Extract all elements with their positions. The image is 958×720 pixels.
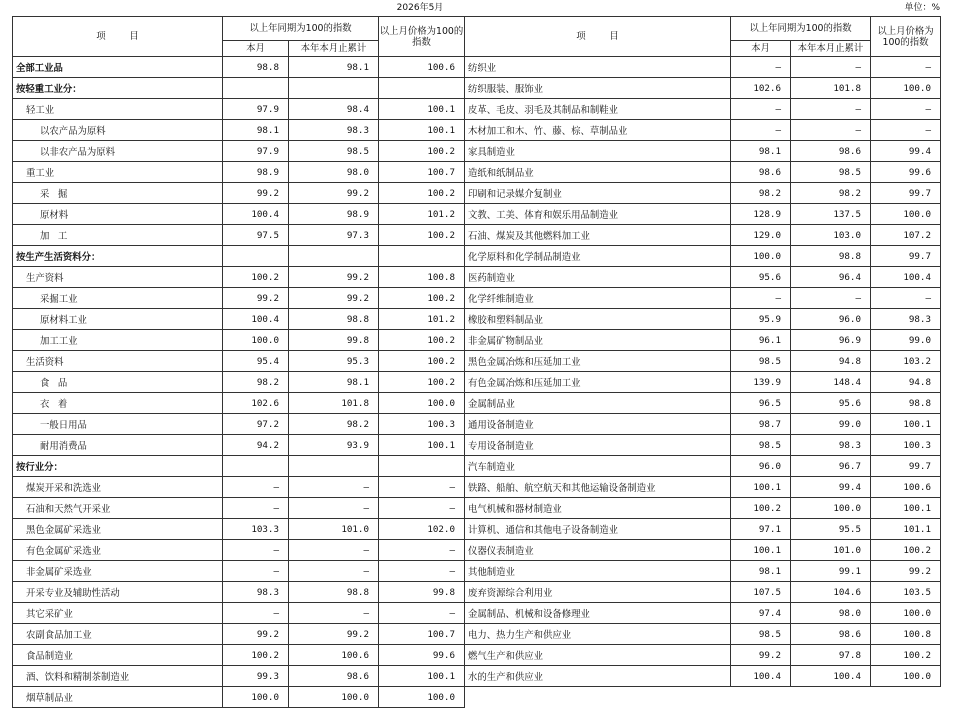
right-mom-value: 99.7: [871, 246, 941, 267]
left-item-name: 重工业: [13, 162, 223, 183]
left-mom-value: 100.1: [379, 435, 465, 456]
right-month-value: 139.9: [731, 372, 791, 393]
right-month-value: 98.1: [731, 561, 791, 582]
table-row: [13, 99, 941, 120]
table-row: [13, 141, 941, 162]
left-ytd-value: 99.2: [289, 288, 379, 309]
unit-label: 单位：%: [904, 3, 940, 13]
right-item-name: 金属制品业: [465, 393, 731, 414]
left-month-value: 94.2: [223, 435, 289, 456]
right-item-name: 皮革、毛皮、羽毛及其制品和制鞋业: [465, 99, 731, 120]
left-item-name: 轻工业: [13, 99, 223, 120]
right-ytd-value: 148.4: [791, 372, 871, 393]
right-mom-value: 100.0: [871, 666, 941, 687]
left-ytd-value: 98.5: [289, 141, 379, 162]
right-item-name: 家具制造业: [465, 141, 731, 162]
right-item-name: 印刷和记录媒介复制业: [465, 183, 731, 204]
left-ytd-value: 100.0: [289, 687, 379, 708]
left-item-name: 开采专业及辅助性活动: [13, 582, 223, 603]
left-item-name: 酒、饮料和精制茶制造业: [13, 666, 223, 687]
left-item-name: 按轻重工业分：: [13, 78, 223, 99]
table-row: [13, 330, 941, 351]
right-ytd-value: 98.8: [791, 246, 871, 267]
left-ytd-value: [289, 456, 379, 477]
left-mom-value: —: [379, 498, 465, 519]
yoy-group-header-left: 以上年同期为100的指数: [223, 17, 379, 41]
right-ytd-value: —: [791, 57, 871, 78]
left-item-name: 非金属矿采选业: [13, 561, 223, 582]
right-mom-value: 100.1: [871, 498, 941, 519]
left-item-name: 加工: [13, 225, 223, 246]
left-month-value: 99.2: [223, 288, 289, 309]
right-mom-value: 100.0: [871, 603, 941, 624]
right-mom-value: 98.8: [871, 393, 941, 414]
right-mom-value: 100.0: [871, 78, 941, 99]
right-item-name: 橡胶和塑料制品业: [465, 309, 731, 330]
left-month-value: —: [223, 561, 289, 582]
left-mom-value: —: [379, 561, 465, 582]
right-ytd-value: 100.4: [791, 666, 871, 687]
left-mom-value: 100.1: [379, 666, 465, 687]
left-item-name: 以农产品为原料: [13, 120, 223, 141]
left-item-name: 农副食品加工业: [13, 624, 223, 645]
left-month-value: 100.4: [223, 204, 289, 225]
left-mom-value: 100.3: [379, 414, 465, 435]
left-item-name: 原材料: [13, 204, 223, 225]
right-item-name: 造纸和纸制品业: [465, 162, 731, 183]
table-row: [13, 204, 941, 225]
left-ytd-value: 93.9: [289, 435, 379, 456]
table-row: [13, 456, 941, 477]
left-ytd-value: 98.1: [289, 372, 379, 393]
right-month-value: —: [731, 57, 791, 78]
left-item-name: 食品: [13, 372, 223, 393]
right-mom-value: 100.2: [871, 540, 941, 561]
right-ytd-value: —: [791, 99, 871, 120]
left-ytd-value: —: [289, 498, 379, 519]
left-mom-value: —: [379, 477, 465, 498]
left-ytd-value: 95.3: [289, 351, 379, 372]
left-mom-value: 102.0: [379, 519, 465, 540]
left-month-value: 100.4: [223, 309, 289, 330]
right-month-value: 98.7: [731, 414, 791, 435]
right-mom-value: 100.4: [871, 267, 941, 288]
left-item-name: 按行业分：: [13, 456, 223, 477]
right-mom-value: 100.0: [871, 204, 941, 225]
right-item-name: 纺织业: [465, 57, 731, 78]
table-row: [13, 162, 941, 183]
left-month-value: 98.8: [223, 57, 289, 78]
right-item-name: 电气机械和器材制造业: [465, 498, 731, 519]
left-month-value: 97.9: [223, 99, 289, 120]
left-mom-value: 100.2: [379, 351, 465, 372]
left-mom-value: 100.2: [379, 183, 465, 204]
left-month-value: 98.1: [223, 120, 289, 141]
left-mom-value: 100.8: [379, 267, 465, 288]
right-month-value: 98.6: [731, 162, 791, 183]
left-mom-value: [379, 456, 465, 477]
left-item-name: 衣着: [13, 393, 223, 414]
left-month-value: 100.0: [223, 687, 289, 708]
right-item-name: 水的生产和供应业: [465, 666, 731, 687]
left-mom-value: 100.2: [379, 330, 465, 351]
right-ytd-value: 96.9: [791, 330, 871, 351]
right-mom-value: —: [871, 57, 941, 78]
table-row: [13, 582, 941, 603]
right-item-name: 医药制造业: [465, 267, 731, 288]
left-ytd-value: 98.2: [289, 414, 379, 435]
right-mom-value: 100.6: [871, 477, 941, 498]
right-mom-value: —: [871, 288, 941, 309]
left-mom-value: —: [379, 540, 465, 561]
right-mom-value: 99.2: [871, 561, 941, 582]
right-month-value: 98.5: [731, 624, 791, 645]
left-month-value: —: [223, 603, 289, 624]
left-item-name: 黑色金属矿采选业: [13, 519, 223, 540]
left-item-name: 以非农产品为原料: [13, 141, 223, 162]
right-item-name: 仪器仪表制造业: [465, 540, 731, 561]
table-row: [13, 624, 941, 645]
right-item-name: 石油、煤炭及其他燃料加工业: [465, 225, 731, 246]
table-row: [13, 477, 941, 498]
right-ytd-value: [791, 687, 871, 708]
left-item-name: 食品制造业: [13, 645, 223, 666]
mom-header-right: 以上月价格为100的指数: [871, 17, 941, 57]
right-month-value: 100.4: [731, 666, 791, 687]
right-mom-value: —: [871, 99, 941, 120]
left-item-name: 采掘: [13, 183, 223, 204]
left-ytd-value: 98.1: [289, 57, 379, 78]
left-month-value: 103.3: [223, 519, 289, 540]
right-ytd-value: 98.6: [791, 141, 871, 162]
left-ytd-value: 97.3: [289, 225, 379, 246]
left-ytd-value: —: [289, 540, 379, 561]
month-header-right: 本月: [731, 41, 791, 57]
left-item-name: 全部工业品: [13, 57, 223, 78]
right-month-value: 95.6: [731, 267, 791, 288]
right-mom-value: 107.2: [871, 225, 941, 246]
right-ytd-value: 96.7: [791, 456, 871, 477]
left-month-value: 97.2: [223, 414, 289, 435]
right-item-name: 电力、热力生产和供应业: [465, 624, 731, 645]
table-row: [13, 288, 941, 309]
right-month-value: 96.1: [731, 330, 791, 351]
price-index-table: [12, 16, 941, 708]
left-mom-value: 99.6: [379, 645, 465, 666]
left-mom-value: 100.2: [379, 225, 465, 246]
right-ytd-value: 101.0: [791, 540, 871, 561]
right-ytd-value: 101.8: [791, 78, 871, 99]
left-item-name: 加工工业: [13, 330, 223, 351]
left-month-value: 99.3: [223, 666, 289, 687]
left-mom-value: 100.1: [379, 120, 465, 141]
right-ytd-value: 99.4: [791, 477, 871, 498]
left-ytd-value: 99.8: [289, 330, 379, 351]
left-ytd-value: 98.8: [289, 309, 379, 330]
right-mom-value: —: [871, 120, 941, 141]
yoy-group-header-right: 以上年同期为100的指数: [731, 17, 871, 41]
left-item-name: 煤炭开采和洗选业: [13, 477, 223, 498]
left-month-value: 102.6: [223, 393, 289, 414]
table-row: [13, 78, 941, 99]
table-row: [13, 414, 941, 435]
right-item-name: 化学纤维制造业: [465, 288, 731, 309]
right-ytd-value: —: [791, 120, 871, 141]
right-item-name: 纺织服装、服饰业: [465, 78, 731, 99]
left-ytd-value: 98.4: [289, 99, 379, 120]
left-ytd-value: 98.8: [289, 582, 379, 603]
right-item-name: 专用设备制造业: [465, 435, 731, 456]
table-row: [13, 435, 941, 456]
left-mom-value: —: [379, 603, 465, 624]
table-row: [13, 183, 941, 204]
left-month-value: [223, 246, 289, 267]
left-mom-value: [379, 78, 465, 99]
right-mom-value: 98.3: [871, 309, 941, 330]
left-month-value: [223, 456, 289, 477]
left-month-value: 100.0: [223, 330, 289, 351]
right-ytd-value: 98.6: [791, 624, 871, 645]
left-ytd-value: 99.2: [289, 183, 379, 204]
right-mom-value: 99.7: [871, 183, 941, 204]
right-month-value: [731, 687, 791, 708]
left-month-value: 99.2: [223, 183, 289, 204]
left-month-value: 100.2: [223, 645, 289, 666]
left-month-value: 97.5: [223, 225, 289, 246]
right-ytd-value: 95.6: [791, 393, 871, 414]
table-row: [13, 498, 941, 519]
left-mom-value: 101.2: [379, 309, 465, 330]
right-ytd-value: 99.1: [791, 561, 871, 582]
left-ytd-value: 98.9: [289, 204, 379, 225]
right-mom-value: 94.8: [871, 372, 941, 393]
left-ytd-value: —: [289, 603, 379, 624]
table-row: [13, 351, 941, 372]
right-ytd-value: 98.3: [791, 435, 871, 456]
table-row: [13, 120, 941, 141]
left-ytd-value: 99.2: [289, 624, 379, 645]
table-row: [13, 687, 941, 708]
left-ytd-value: 98.0: [289, 162, 379, 183]
right-ytd-value: 103.0: [791, 225, 871, 246]
left-item-name: 其它采矿业: [13, 603, 223, 624]
right-mom-value: 100.1: [871, 414, 941, 435]
table-row: [13, 540, 941, 561]
left-mom-value: [379, 246, 465, 267]
right-month-value: 97.1: [731, 519, 791, 540]
right-ytd-value: 100.0: [791, 498, 871, 519]
right-item-name: 木材加工和木、竹、藤、棕、草制品业: [465, 120, 731, 141]
item-header-right: 项 目: [465, 17, 731, 57]
left-mom-value: 100.0: [379, 687, 465, 708]
left-mom-value: 100.7: [379, 624, 465, 645]
right-month-value: 96.0: [731, 456, 791, 477]
left-ytd-value: [289, 246, 379, 267]
right-month-value: 128.9: [731, 204, 791, 225]
left-mom-value: 100.1: [379, 99, 465, 120]
right-ytd-value: 137.5: [791, 204, 871, 225]
right-item-name: 化学原料和化学制品制造业: [465, 246, 731, 267]
right-month-value: 98.5: [731, 435, 791, 456]
right-item-name: 有色金属冶炼和压延加工业: [465, 372, 731, 393]
right-item-name: 汽车制造业: [465, 456, 731, 477]
left-month-value: —: [223, 498, 289, 519]
right-month-value: 100.1: [731, 477, 791, 498]
left-month-value: 98.3: [223, 582, 289, 603]
left-ytd-value: 98.3: [289, 120, 379, 141]
left-ytd-value: 101.0: [289, 519, 379, 540]
right-month-value: 100.2: [731, 498, 791, 519]
right-item-name: 文教、工美、体育和娱乐用品制造业: [465, 204, 731, 225]
left-month-value: 98.2: [223, 372, 289, 393]
left-ytd-value: 101.8: [289, 393, 379, 414]
right-mom-value: 100.8: [871, 624, 941, 645]
ytd-header-right: 本年本月止累计: [791, 41, 871, 57]
mom-header-left: 以上月价格为100的指数: [379, 17, 465, 57]
right-item-name: 通用设备制造业: [465, 414, 731, 435]
right-month-value: —: [731, 99, 791, 120]
left-month-value: 95.4: [223, 351, 289, 372]
left-mom-value: 100.2: [379, 288, 465, 309]
table-row: [13, 225, 941, 246]
right-ytd-value: —: [791, 288, 871, 309]
left-mom-value: 100.7: [379, 162, 465, 183]
right-mom-value: 103.2: [871, 351, 941, 372]
right-mom-value: 103.5: [871, 582, 941, 603]
left-month-value: 98.9: [223, 162, 289, 183]
right-mom-value: [871, 687, 941, 708]
left-item-name: 按生产生活资料分：: [13, 246, 223, 267]
left-item-name: 有色金属矿采选业: [13, 540, 223, 561]
left-ytd-value: 98.6: [289, 666, 379, 687]
right-month-value: 98.2: [731, 183, 791, 204]
left-item-name: 耐用消费品: [13, 435, 223, 456]
right-ytd-value: 97.8: [791, 645, 871, 666]
table-row: [13, 393, 941, 414]
ytd-header-left: 本年本月止累计: [289, 41, 379, 57]
left-month-value: —: [223, 540, 289, 561]
table-row: [13, 267, 941, 288]
right-mom-value: 100.2: [871, 645, 941, 666]
left-mom-value: 100.6: [379, 57, 465, 78]
left-item-name: 原材料工业: [13, 309, 223, 330]
left-month-value: —: [223, 477, 289, 498]
item-header-left: 项 目: [13, 17, 223, 57]
table-row: [13, 57, 941, 78]
right-ytd-value: 98.2: [791, 183, 871, 204]
left-item-name: 烟草制品业: [13, 687, 223, 708]
right-ytd-value: 98.0: [791, 603, 871, 624]
right-mom-value: 99.4: [871, 141, 941, 162]
left-ytd-value: —: [289, 477, 379, 498]
right-item-name: 金属制品、机械和设备修理业: [465, 603, 731, 624]
report-period: 2026年5月: [396, 3, 444, 13]
right-month-value: 107.5: [731, 582, 791, 603]
right-ytd-value: 96.0: [791, 309, 871, 330]
table-body: [13, 57, 941, 708]
right-mom-value: 99.6: [871, 162, 941, 183]
right-mom-value: 99.7: [871, 456, 941, 477]
right-ytd-value: 104.6: [791, 582, 871, 603]
table-header: [13, 17, 941, 57]
table-row: [13, 603, 941, 624]
table-row: [13, 561, 941, 582]
right-month-value: 98.1: [731, 141, 791, 162]
right-item-name: 计算机、通信和其他电子设备制造业: [465, 519, 731, 540]
left-mom-value: 101.2: [379, 204, 465, 225]
right-mom-value: 99.0: [871, 330, 941, 351]
right-item-name: 黑色金属冶炼和压延加工业: [465, 351, 731, 372]
right-month-value: 98.5: [731, 351, 791, 372]
table-row: [13, 666, 941, 687]
left-mom-value: 100.2: [379, 372, 465, 393]
left-month-value: 97.9: [223, 141, 289, 162]
right-item-name: 非金属矿物制品业: [465, 330, 731, 351]
left-item-name: 采掘工业: [13, 288, 223, 309]
left-month-value: [223, 78, 289, 99]
table-row: [13, 645, 941, 666]
right-month-value: 95.9: [731, 309, 791, 330]
right-item-name: 废弃资源综合利用业: [465, 582, 731, 603]
left-ytd-value: [289, 78, 379, 99]
right-mom-value: 101.1: [871, 519, 941, 540]
right-month-value: —: [731, 288, 791, 309]
right-month-value: 100.0: [731, 246, 791, 267]
right-month-value: 102.6: [731, 78, 791, 99]
right-ytd-value: 94.8: [791, 351, 871, 372]
table-row: [13, 246, 941, 267]
left-month-value: 99.2: [223, 624, 289, 645]
left-mom-value: 100.2: [379, 141, 465, 162]
right-month-value: —: [731, 120, 791, 141]
right-item-name: 燃气生产和供应业: [465, 645, 731, 666]
left-mom-value: 100.0: [379, 393, 465, 414]
right-ytd-value: 95.5: [791, 519, 871, 540]
left-item-name: 生活资料: [13, 351, 223, 372]
table-row: [13, 372, 941, 393]
right-month-value: 99.2: [731, 645, 791, 666]
right-month-value: 129.0: [731, 225, 791, 246]
right-item-name: 其他制造业: [465, 561, 731, 582]
table-row: [13, 519, 941, 540]
table-row: [13, 309, 941, 330]
right-month-value: 97.4: [731, 603, 791, 624]
left-ytd-value: —: [289, 561, 379, 582]
right-ytd-value: 99.0: [791, 414, 871, 435]
month-header-left: 本月: [223, 41, 289, 57]
right-month-value: 100.1: [731, 540, 791, 561]
right-item-name: [465, 687, 731, 708]
left-ytd-value: 99.2: [289, 267, 379, 288]
left-month-value: 100.2: [223, 267, 289, 288]
right-month-value: 96.5: [731, 393, 791, 414]
left-mom-value: 99.8: [379, 582, 465, 603]
right-ytd-value: 96.4: [791, 267, 871, 288]
right-ytd-value: 98.5: [791, 162, 871, 183]
right-item-name: 铁路、船舶、航空航天和其他运输设备制造业: [465, 477, 731, 498]
report-top-bar: [0, 0, 958, 16]
left-item-name: 石油和天然气开采业: [13, 498, 223, 519]
right-mom-value: 100.3: [871, 435, 941, 456]
left-ytd-value: 100.6: [289, 645, 379, 666]
left-item-name: 一般日用品: [13, 414, 223, 435]
left-item-name: 生产资料: [13, 267, 223, 288]
